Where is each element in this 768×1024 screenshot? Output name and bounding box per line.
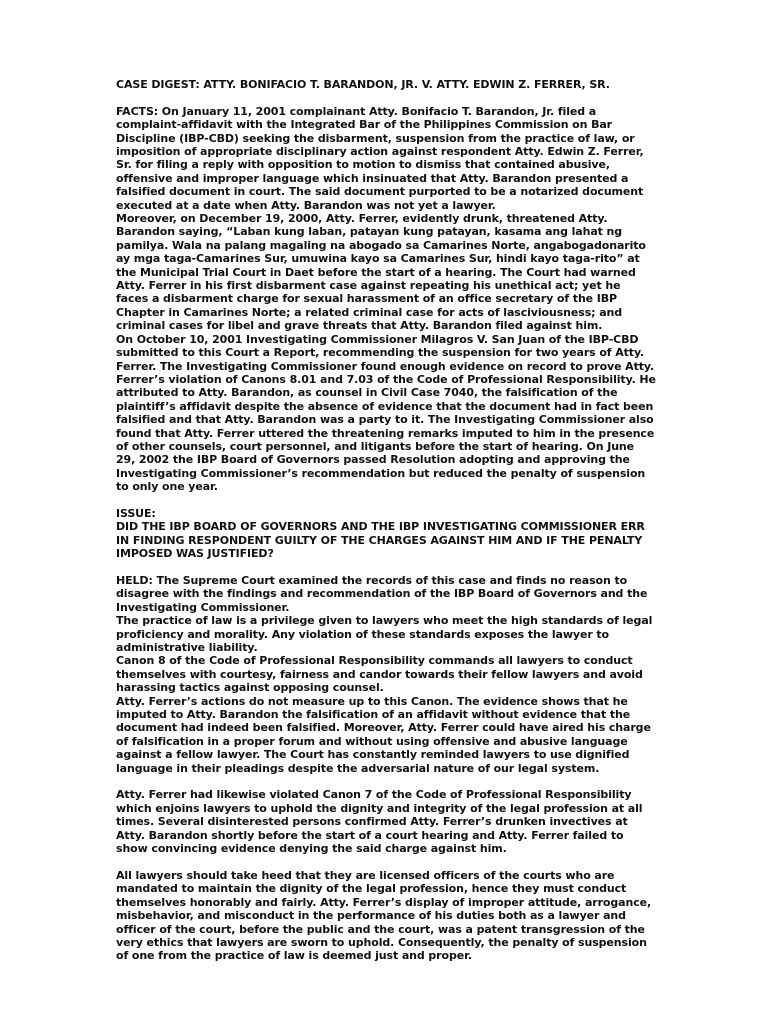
spacer [116, 494, 656, 507]
document-page [116, 78, 656, 963]
held-paragraph-3: Canon 8 of the Code of Professional Responsibility commands all lawyers to conduct themselves with courtesy, fairness and candor towards their fellow lawyers and avoid harassing tactics against opposing counsel. [116, 654, 643, 695]
held-paragraph-4: Atty. Ferrer’s actions do not measure up to this Canon. The evidence shows that he imputed to Atty. Barandon the falsification of an affidavit without evidence that the document had indeed been falsified. Moreover, Atty. Ferrer could have aired his charge of falsification in a proper forum and without using offensive and abusive language against a fellow lawyer. The Court has constantly reminded lawyers to use dignified language in their pleadings despite the adversarial nature of our legal system. [116, 694, 651, 775]
held-paragraph-6: All lawyers should take heed that they are licensed officers of the courts who are mandated to maintain the dignity of the legal profession, hence they must conduct themselves honorably and fairly. Atty. Ferrer’s display of improper attitude, arrogance, misbehavior, and misconduct in the performance of his duties both as a lawyer and officer of the court, before the public and the court, was a patent transgression of the very ethics that lawyers are sworn to uphold. Consequently, the penalty of suspension of one from the practice of law is deemed just and proper. [116, 868, 652, 963]
document-title: CASE DIGEST: ATTY. BONIFACIO T. BARANDON, JR. V. ATTY. EDWIN Z. FERRER, SR. [116, 78, 610, 91]
issue-label: ISSUE: [116, 506, 156, 520]
spacer [116, 561, 656, 574]
spacer [116, 856, 656, 869]
spacer [116, 91, 656, 104]
held-paragraph-5: Atty. Ferrer had likewise violated Canon 7 of the Code of Professional Responsibility which enjoins lawyers to uphold the dignity and integrity of the legal profession at all times. Several disinterested persons confirmed Atty. Ferrer’s drunken invectives at Atty. Barandon shortly before the start of a court hearing and Atty. Ferrer failed to show convincing evidence denying the said charge against him. [116, 788, 643, 856]
issue-text: DID THE IBP BOARD OF GOVERNORS AND THE IBP INVESTIGATING COMMISSIONER ERR IN FINDING RESPONDENT GUILTY OF THE CHARGES AGAINST HIM AND IF THE PENALTY IMPOSED WAS JUSTIFIED? [116, 520, 645, 561]
facts-paragraph-3: On October 10, 2001 Investigating Commissioner Milagros V. San Juan of the IBP-CBD submitted to this Court a Report, recommending the suspension for two years of Atty. Ferrer. The Investigating Commissioner found enough evidence on record to prove Atty. Ferrer’s violation of Canons 8.01 and 7.03 of the Code of Professional Responsibility. He attributed to Atty. Barandon, as counsel in Civil Case 7040, the falsification of the plaintiff’s affidavit despite the absence of evidence that the document had in fact been falsified and that Atty. Barandon was a party to it. The Investigating Commissioner also found that Atty. Ferrer uttered the threatening remarks imputed to him in the presence of other counsels, court personnel, and litigants before the start of hearing. On June 29, 2002 the IBP Board of Governors passed Resolution adopting and approving the Investigating Commissioner’s recommendation but reduced the penalty of suspension to only one year. [116, 332, 656, 494]
spacer [116, 775, 656, 788]
facts-paragraph-1 [116, 105, 656, 212]
facts-label: FACTS: [116, 104, 159, 118]
held-paragraph-1 [116, 574, 656, 614]
facts-paragraph-2: Moreover, on December 19, 2000, Atty. Ferrer, evidently drunk, threatened Atty. Barandon saying, “Laban kung laban, patayan kung patayan, kasama ang lahat ng pamilya. Wala na palang magaling na abogado sa Camarines Norte, angabogadonarito ay mga taga-Camarines Sur, umuwina kayo sa Camarines Sur, hindi kayo taga-rito” at the Municipal Trial Court in Daet before the start of a hearing. The Court had warned Atty. Ferrer in his first disbarment case against repeating his unethical act; yet he faces a disbarment charge for sexual harassment of an office secretary of the IBP Chapter in Camarines Norte; a related criminal case for acts of lasciviousness; and criminal cases for libel and grave threats that Atty. Barandon filed against him. [116, 212, 646, 333]
held-label: HELD: [116, 573, 153, 587]
held-text-1: The Supreme Court examined the records of this case and finds no reason to disagree with the findings and recommendation of the IBP Board of Governors and the Investigating Commissioner. [116, 573, 648, 614]
held-paragraph-2: The practice of law is a privilege given to lawyers who meet the high standards of legal proficiency and morality. Any violation of these standards exposes the lawyer to administrative liability. [116, 614, 653, 655]
facts-text-1: On January 11, 2001 complainant Atty. Bonifacio T. Barandon, Jr. filed a complaint-affidavit with the Integrated Bar of the Philippines Commission on Bar Discipline (IBP-CBD) seeking the disbarment, suspension from the practice of law, or imposition of appropriate disciplinary action against respondent Atty. Edwin Z. Ferrer, Sr. for filing a reply with opposition to motion to dismiss that contained abusive, offensive and improper language which insinuated that Atty. Barandon presented a falsified document in court. The said document purported to be a notarized document executed at a date when Atty. Barandon was not yet a lawyer. [116, 104, 644, 212]
